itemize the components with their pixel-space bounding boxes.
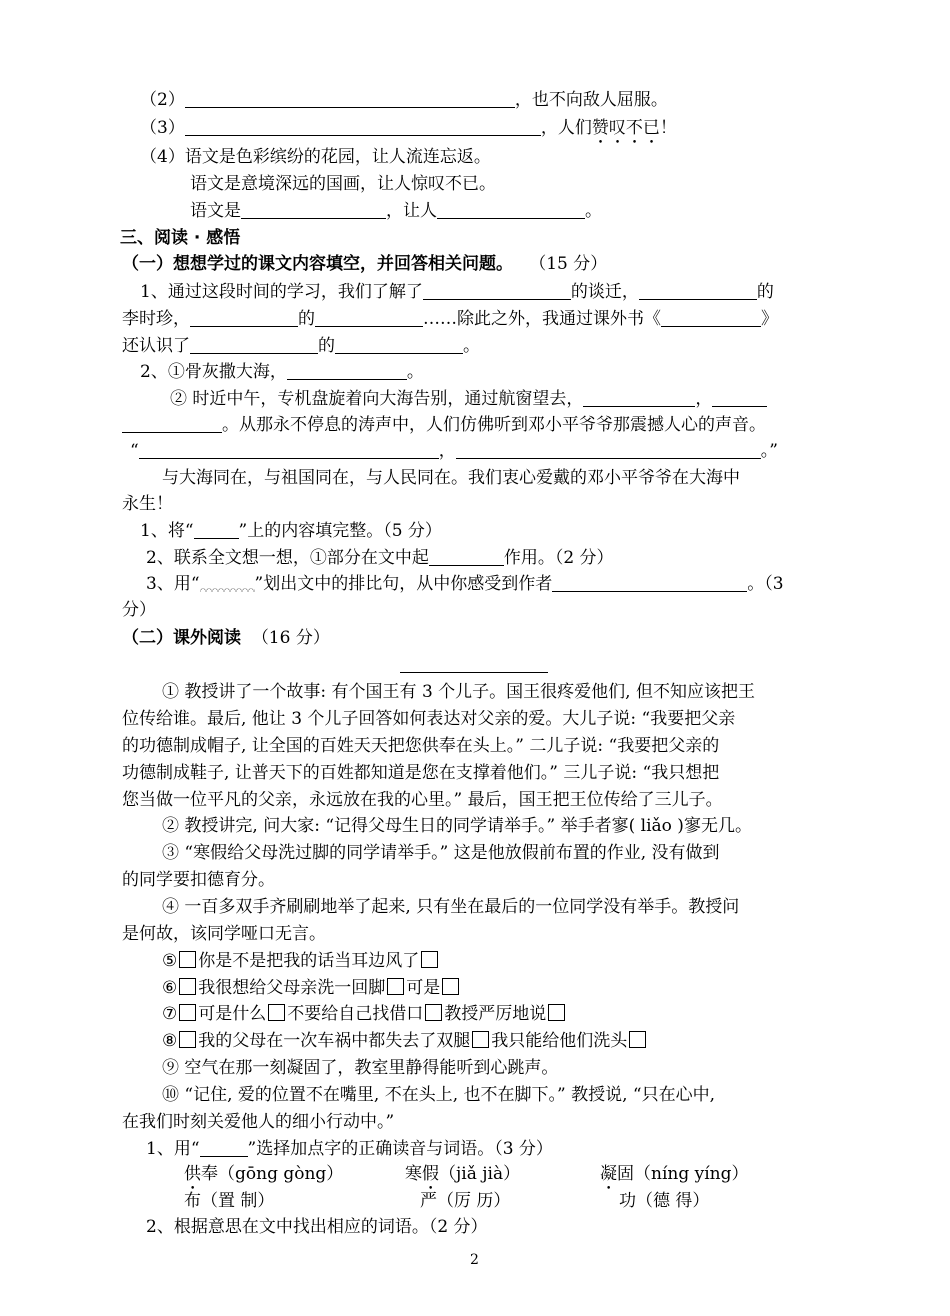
blank[interactable] xyxy=(200,1138,248,1157)
word-option: 严（厉 历） xyxy=(420,1191,511,1211)
s3-sq2: 2、联系全文想一想，①部分在文中起 作用。（2 分） xyxy=(146,548,614,568)
blank[interactable] xyxy=(429,547,504,566)
story-line: 的同学要扣德育分。 xyxy=(122,870,275,890)
story-line: ⑨ 空气在那一刻凝固了，教室里静得能听到心跳声。 xyxy=(162,1058,559,1078)
page-number: 2 xyxy=(470,1252,479,1268)
blank[interactable] xyxy=(712,388,767,407)
word-option: 供奉（gōng gòng） xyxy=(184,1164,344,1184)
s3-p1: 1、通过这段时间的学习，我们了解了 的谈迁， 的 xyxy=(140,282,774,302)
story-line: ② 教授讲完, 问大家: “记得父母生日的同学请举手。” 举手者寥( liǎo )寥无几。 xyxy=(162,816,752,836)
sub1-heading: （一）想想学过的课文内容填空，并回答相关问题。 （15 分） xyxy=(122,254,608,274)
question-1: 1、用“ ”选择加点字的正确读音与词语。（3 分） xyxy=(146,1139,553,1159)
punct-box[interactable] xyxy=(387,978,404,995)
punct-box[interactable] xyxy=(268,1004,285,1021)
story-line-6: ⑥ 我很想给父母亲洗一回脚 可是 xyxy=(162,976,461,1000)
s3-q2-6: 永生！ xyxy=(122,494,173,514)
blank[interactable] xyxy=(194,520,239,539)
section3-title: 三、阅读 · 感悟 xyxy=(120,228,241,248)
punct-box[interactable] xyxy=(472,1031,489,1048)
punct-box[interactable] xyxy=(179,1031,196,1048)
s3-q2-4: “ ， 。” xyxy=(130,441,778,461)
punct-box[interactable] xyxy=(179,1004,196,1021)
word-option: 寒假（jiǎ jià） xyxy=(405,1164,521,1184)
story-line-7: ⑦ 可是什么 不要给自己找借口 教授严厉地说 xyxy=(162,1002,567,1026)
story-line-5: ⑤ 你是不是把我的话当耳边风了 xyxy=(162,949,440,973)
punct-box[interactable] xyxy=(179,978,196,995)
q4-line3: 语文是 ，让人 。 xyxy=(190,201,602,221)
blank[interactable] xyxy=(552,573,747,592)
s3-sq3-cont: 分） xyxy=(122,600,156,620)
s3-q2-3: 。从那永不停息的涛声中，人们仿佛听到邓小平爷爷那震撼人心的声音。 xyxy=(122,413,766,437)
question-2: 2、根据意思在文中找出相应的词语。（2 分） xyxy=(146,1217,488,1237)
story-line-8: ⑧ 我的父母在一次车祸中都失去了双腿 我只能给他们洗头 xyxy=(162,1029,648,1053)
q3-line: （3） ，人们赞叹不已！ xyxy=(140,118,677,138)
story-line: 的功德制成帽子, 让全国的百姓天天把您供奉在头上。” 二儿子说: “我要把父亲的 xyxy=(122,736,720,756)
s3-p2: 李时珍， 的 ……除此之外，我通过课外书《 》 xyxy=(122,309,778,329)
story-line: 在我们时刻关爱他人的细小行动中。” xyxy=(122,1112,395,1132)
s3-q2-2: ② 时近中午，专机盘旋着向大海告别，通过航窗望去， ， xyxy=(170,387,767,411)
punct-box[interactable] xyxy=(421,951,438,968)
s3-q2-1: 2、①骨灰撒大海， 。 xyxy=(140,362,424,382)
word-option: 凝固（níng yíng） xyxy=(600,1164,749,1184)
blank[interactable] xyxy=(185,89,515,108)
blank[interactable] xyxy=(661,308,761,327)
blank[interactable] xyxy=(241,200,386,219)
s3-p3: 还认识了 的 。 xyxy=(122,336,480,356)
blank[interactable] xyxy=(335,335,463,354)
story-line: 是何故，该同学哑口无言。 xyxy=(122,924,326,944)
story-line: ③ “寒假给父母洗过脚的同学请举手。” 这是他放假前布置的作业, 没有做到 xyxy=(162,843,720,863)
story-line: 您当做一位平凡的父亲，永远放在我的心里。” 最后，国王把王位传给了三儿子。 xyxy=(122,790,723,810)
story-line: ① 教授讲了一个故事: 有个国王有 3 个儿子。国王很疼爱他们, 但不知应该把王 xyxy=(162,682,755,702)
blank[interactable] xyxy=(185,117,541,136)
blank[interactable] xyxy=(437,200,585,219)
blank[interactable] xyxy=(139,440,439,459)
blank[interactable] xyxy=(287,361,407,380)
blank[interactable] xyxy=(315,308,423,327)
punct-box[interactable] xyxy=(548,1004,565,1021)
wavy-underline-mark xyxy=(200,578,255,592)
blank[interactable] xyxy=(456,440,761,459)
sub2-heading: （二）课外阅读 （16 分） xyxy=(122,628,330,648)
punct-box[interactable] xyxy=(629,1031,646,1048)
punct-box[interactable] xyxy=(425,1004,442,1021)
blank[interactable] xyxy=(583,388,695,407)
s3-q2-5: 与大海同在，与祖国同在，与人民同在。我们衷心爱戴的邓小平爷爷在大海中 xyxy=(162,468,740,488)
story-line: 功德制成鞋子, 让普天下的百姓都知道是您在支撑着他们。” 三儿子说: “我只想把 xyxy=(122,763,720,783)
blank[interactable] xyxy=(639,281,757,300)
blank[interactable] xyxy=(423,281,571,300)
punct-box[interactable] xyxy=(179,951,196,968)
story-line: ⑩ “记住, 爱的位置不在嘴里, 不在头上, 也不在脚下。” 教授说, “只在心中, xyxy=(162,1085,716,1105)
blank[interactable] xyxy=(122,414,222,433)
word-option: 布（置 制） xyxy=(184,1191,275,1211)
story-line: 位传给谁。最后, 他让 3 个儿子回答如何表达对父亲的爱。大儿子说: “我要把父亲 xyxy=(122,709,736,729)
q4-line2: 语文是意境深远的国画，让人惊叹不已。 xyxy=(190,174,496,194)
blank[interactable] xyxy=(190,308,298,327)
story-line: ④ 一百多双手齐刷刷地举了起来, 只有坐在最后的一位同学没有举手。教授问 xyxy=(162,897,740,917)
q4-line1: （4）语文是色彩缤纷的花园，让人流连忘返。 xyxy=(140,147,491,167)
blank[interactable] xyxy=(190,335,318,354)
q2-line: （2） ，也不向敌人屈服。 xyxy=(140,90,668,110)
punct-box[interactable] xyxy=(442,978,459,995)
word-option: 功（德 得） xyxy=(619,1191,710,1211)
s3-sq3: 3、用“ ”划出文中的排比句，从中你感受到作者 。（3 xyxy=(146,574,784,594)
title-blank[interactable] xyxy=(400,672,548,673)
s3-sq1: 1、将“ ”上的内容填完整。（5 分） xyxy=(140,521,442,541)
